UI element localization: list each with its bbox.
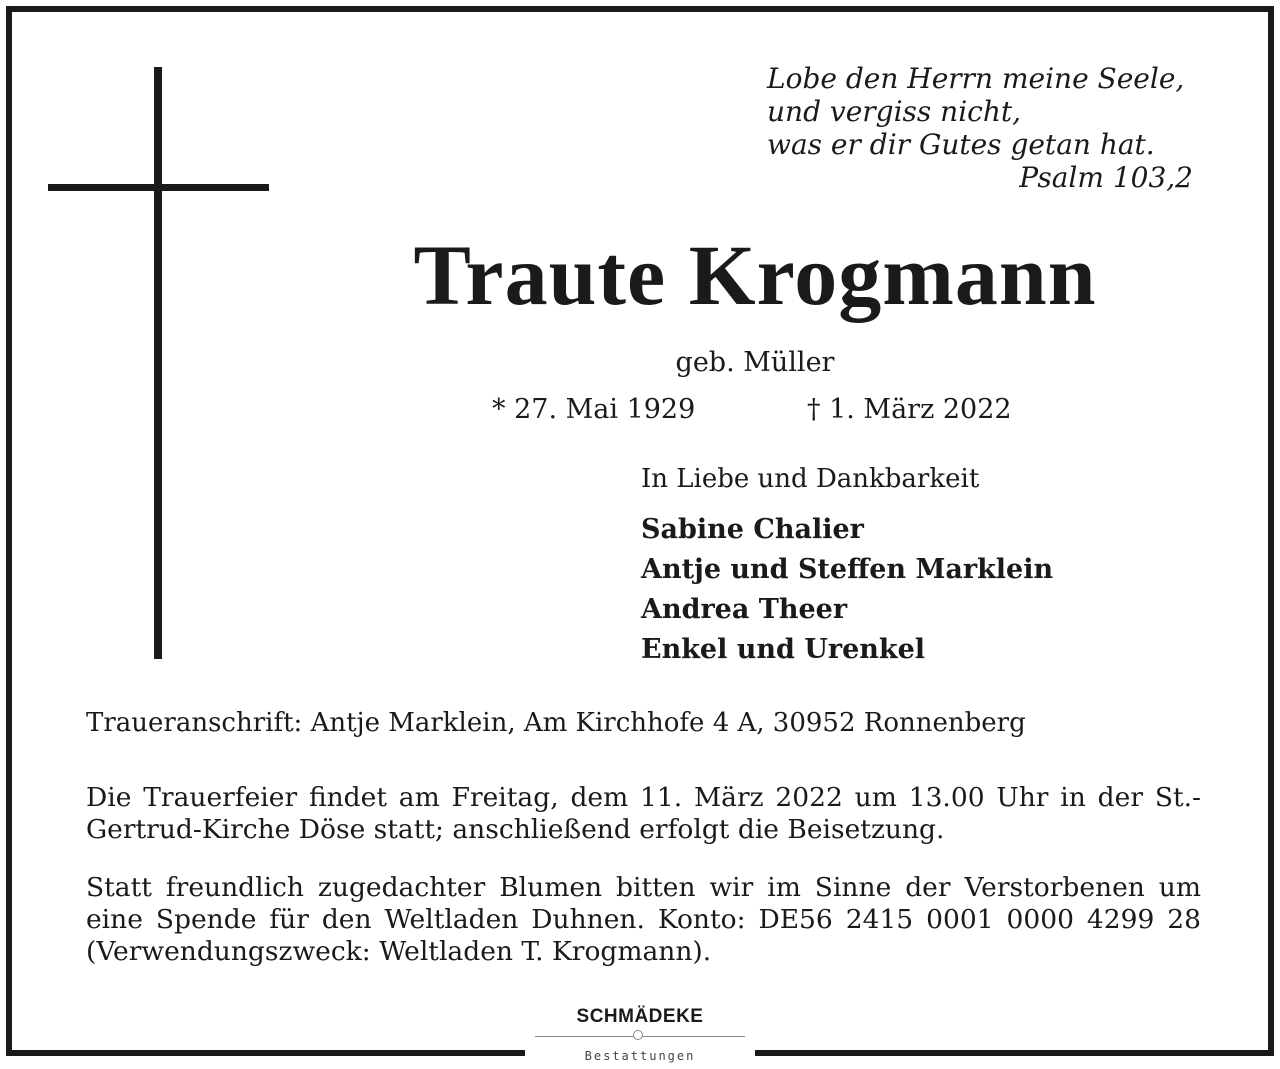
verse-line-3: was er dir Gutes getan hat. [767,128,1155,161]
deceased-name: Traute Krogmann [413,227,1097,323]
mourner-name: Enkel und Urenkel [641,634,926,665]
birth-date: * 27. Mai 1929 [492,394,696,425]
mourners-intro: In Liebe und Dankbarkeit [641,464,980,494]
funeral-home-logo: SCHMÄDEKE [576,1006,704,1027]
verse-reference: Psalm 103,2 [1019,161,1193,194]
ceremony-info: Die Trauerfeier findet am Freitag, dem 11. März 2022 um 13.00 Uhr in der St.-Gertrud-Kirche Döse statt; anschließend erfolgt die Beisetzung. [86,782,1201,845]
mourners-list [641,510,1053,670]
mourning-address: Traueranschrift: Antje Marklein, Am Kirchhofe 4 A, 30952 Ronnenberg [86,708,1026,738]
mourner-name: Antje und Steffen Marklein [641,554,1054,585]
death-date: † 1. März 2022 [807,394,1012,425]
cross-horizontal-bar [48,184,269,191]
maiden-name: geb. Müller [675,347,835,378]
logo-ornament-icon [633,1030,643,1040]
verse-line-1: Lobe den Herrn meine Seele, [767,62,1185,95]
bible-verse [767,62,1197,194]
mourner-name: Sabine Chalier [641,514,864,545]
mourner-name: Andrea Theer [641,594,848,625]
cross-vertical-bar [154,67,162,659]
donation-request: Statt freundlich zugedachter Blumen bitten wir im Sinne der Verstorbenen um eine Spende für den Weltladen Duhnen. Konto: DE56 2415 0001 0000 4299 28 (Verwendungszweck: Weltladen T. Krogmann). [86,872,1201,967]
funeral-home-subtitle: Bestattungen [584,1049,696,1063]
verse-line-2: und vergiss nicht, [767,95,1022,128]
